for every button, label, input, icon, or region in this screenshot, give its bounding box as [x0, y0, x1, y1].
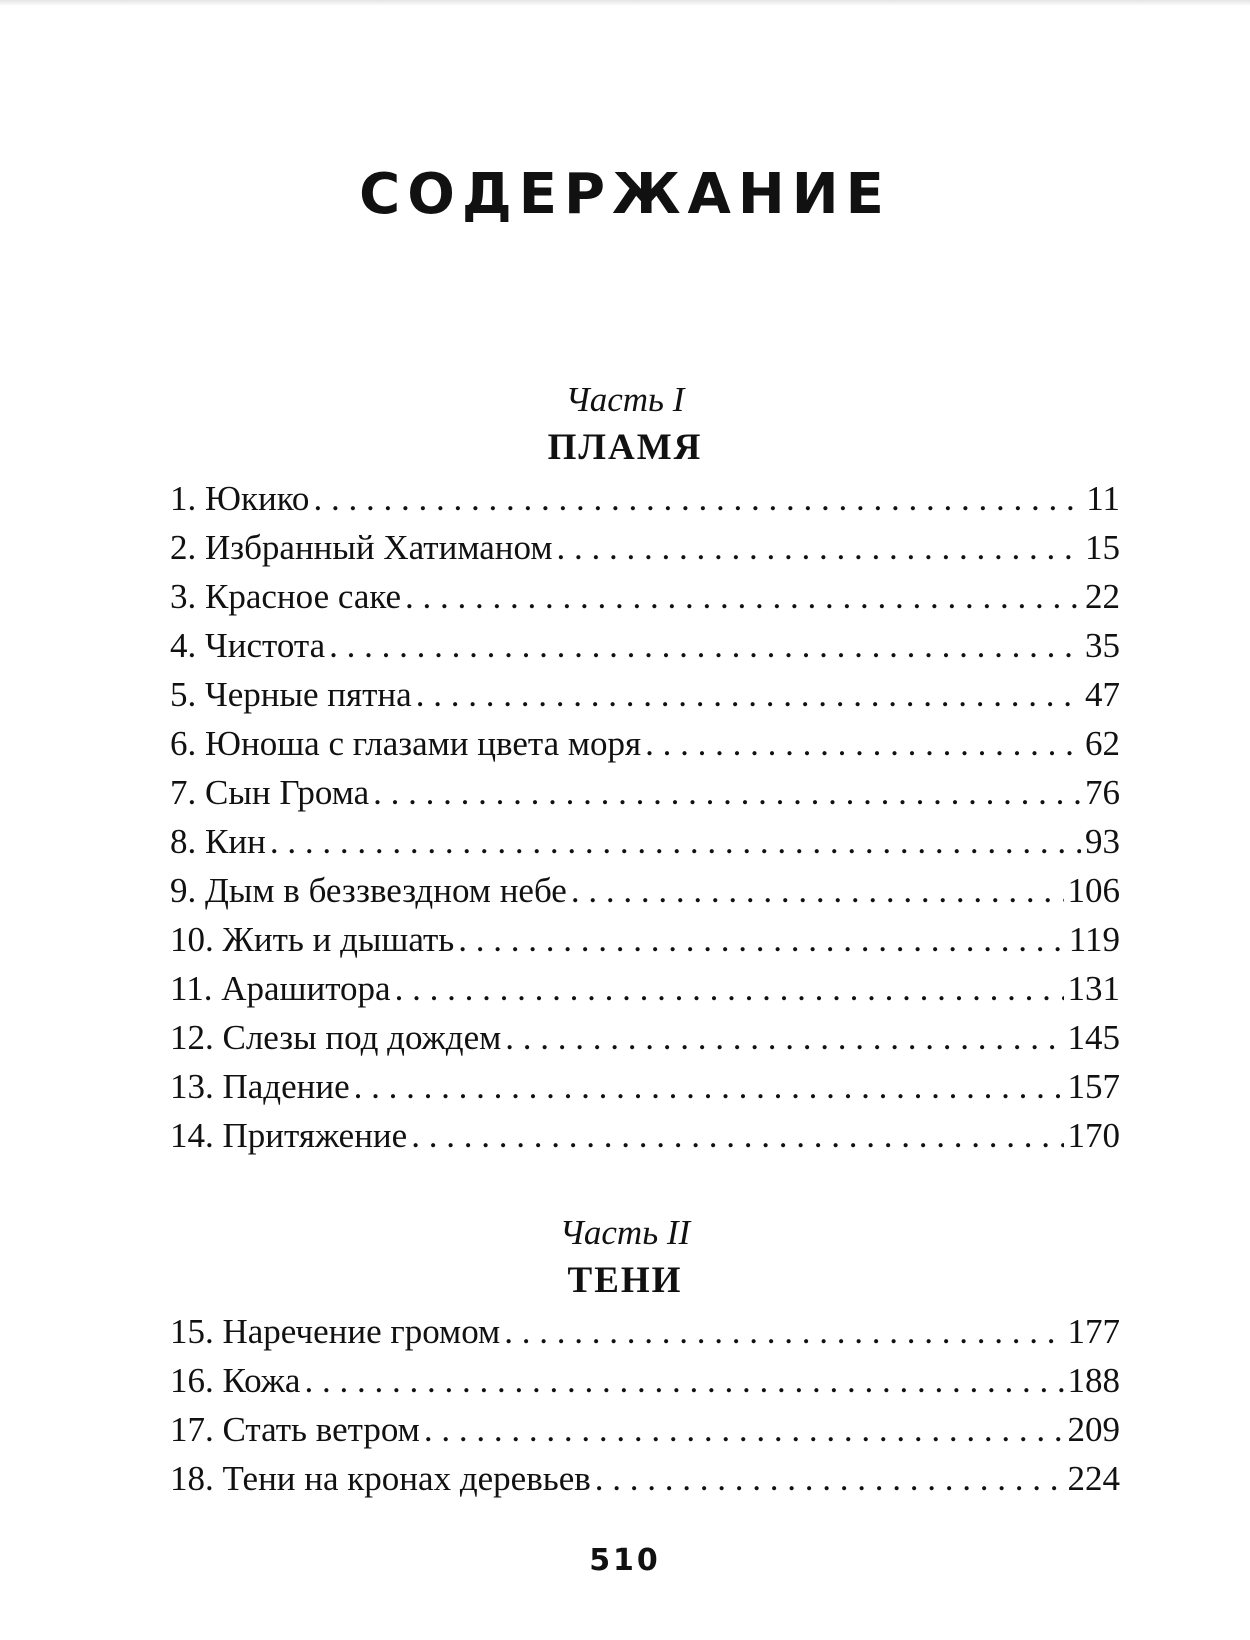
- toc-entry[interactable]: [170, 719, 1120, 768]
- chapter-page: 35: [1085, 626, 1120, 665]
- chapter-title: 10. Жить и дышать: [170, 920, 455, 959]
- chapter-page: 224: [1067, 1459, 1120, 1498]
- toc-entry[interactable]: [170, 817, 1120, 866]
- chapter-title: 15. Наречение громом: [170, 1312, 501, 1351]
- chapter-title: 9. Дым в беззвездном небе: [170, 871, 567, 910]
- page-number: 510: [589, 1543, 661, 1578]
- chapter-page: 188: [1067, 1361, 1120, 1400]
- toc-entry[interactable]: [170, 621, 1120, 670]
- dot-leader: [571, 866, 1064, 915]
- chapter-title: 7. Сын Грома: [170, 773, 370, 812]
- dot-leader: [354, 1062, 1064, 1111]
- part-2-label: Часть II: [559, 1213, 691, 1252]
- toc-entry[interactable]: [170, 1307, 1120, 1356]
- chapter-title: 11. Арашитора: [170, 969, 391, 1008]
- page-title: СОДЕРЖАНИЕ: [359, 162, 891, 227]
- chapter-page: 15: [1085, 528, 1120, 567]
- dot-leader: [329, 621, 1081, 670]
- dot-leader: [595, 1454, 1064, 1503]
- dot-leader: [411, 1111, 1063, 1160]
- dot-leader: [645, 719, 1081, 768]
- toc-entry[interactable]: [170, 866, 1120, 915]
- chapter-page: 170: [1067, 1116, 1120, 1155]
- dot-leader: [373, 768, 1081, 817]
- part-1-name: ПЛАМЯ: [547, 427, 703, 468]
- dot-leader: [270, 817, 1081, 866]
- chapter-page: 131: [1067, 969, 1120, 1008]
- dot-leader: [504, 1307, 1063, 1356]
- chapter-title: 6. Юноша с глазами цвета моря: [170, 724, 642, 763]
- part-2-name: ТЕНИ: [567, 1260, 683, 1301]
- chapter-title: 14. Притяжение: [170, 1116, 408, 1155]
- page-top-edge: [0, 0, 1250, 6]
- dot-leader: [304, 1356, 1063, 1405]
- part-1-chapter-list: [170, 474, 1120, 1160]
- part-1-label: Часть I: [565, 380, 685, 419]
- toc-entry[interactable]: [170, 474, 1120, 523]
- toc-entry[interactable]: [170, 1062, 1120, 1111]
- chapter-title: 4. Чистота: [170, 626, 326, 665]
- dot-leader: [557, 523, 1082, 572]
- dot-leader: [424, 1405, 1064, 1454]
- chapter-title: 3. Красное саке: [170, 577, 402, 616]
- dot-leader: [395, 964, 1064, 1013]
- chapter-page: 209: [1067, 1410, 1120, 1449]
- toc-entry[interactable]: [170, 1454, 1120, 1503]
- chapter-title: 5. Черные пятна: [170, 675, 412, 714]
- chapter-page: 76: [1085, 773, 1120, 812]
- chapter-page: 93: [1085, 822, 1120, 861]
- chapter-page: 145: [1067, 1018, 1120, 1057]
- chapter-title: 8. Кин: [170, 822, 266, 861]
- toc-entry[interactable]: [170, 1356, 1120, 1405]
- chapter-page: 177: [1067, 1312, 1120, 1351]
- dot-leader: [505, 1013, 1063, 1062]
- dot-leader: [313, 474, 1082, 523]
- chapter-title: 16. Кожа: [170, 1361, 301, 1400]
- chapter-page: 22: [1085, 577, 1120, 616]
- toc-entry[interactable]: [170, 1405, 1120, 1454]
- toc-entry[interactable]: [170, 1111, 1120, 1160]
- dot-leader: [458, 915, 1065, 964]
- chapter-title: 17. Стать ветром: [170, 1410, 420, 1449]
- chapter-page: 11: [1086, 479, 1120, 518]
- chapter-page: 119: [1068, 920, 1120, 959]
- chapter-title: 18. Тени на кронах деревьев: [170, 1459, 591, 1498]
- part-2-chapter-list: [170, 1307, 1120, 1503]
- toc-entry[interactable]: [170, 1013, 1120, 1062]
- chapter-title: 12. Слезы под дождем: [170, 1018, 502, 1057]
- chapter-page: 62: [1085, 724, 1120, 763]
- dot-leader: [405, 572, 1081, 621]
- toc-entry[interactable]: [170, 964, 1120, 1013]
- toc-entry[interactable]: [170, 915, 1120, 964]
- toc-entry[interactable]: [170, 768, 1120, 817]
- chapter-title: 2. Избранный Хатиманом: [170, 528, 553, 567]
- toc-entry[interactable]: [170, 523, 1120, 572]
- chapter-page: 47: [1085, 675, 1120, 714]
- chapter-page: 157: [1067, 1067, 1120, 1106]
- chapter-title: 13. Падение: [170, 1067, 350, 1106]
- toc-entry[interactable]: [170, 572, 1120, 621]
- chapter-title: 1. Юкико: [170, 479, 310, 518]
- toc-entry[interactable]: [170, 670, 1120, 719]
- chapter-page: 106: [1067, 871, 1120, 910]
- dot-leader: [416, 670, 1081, 719]
